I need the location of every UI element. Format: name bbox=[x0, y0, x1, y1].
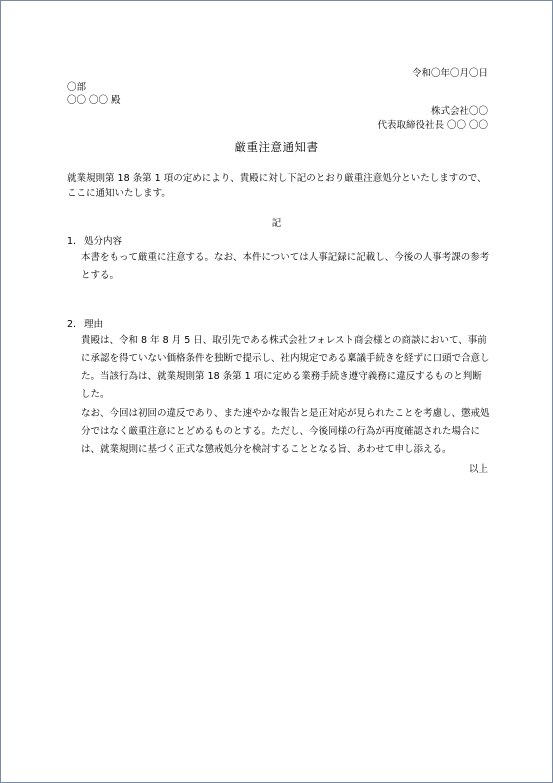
closing-ijo: 以上 bbox=[468, 464, 488, 475]
sender-company: 株式会社〇〇 bbox=[430, 106, 488, 117]
section-title: 処分内容 bbox=[84, 236, 123, 247]
section-heading-disposition bbox=[67, 235, 122, 249]
section-body-reason-paragraph: なお、今回は初回の違反であり、また速やかな報告と是正対応が見られたことを考慮し、懲戒処分ではなく厳重注意にとどめるものとする。ただし、今後同様の行為が再度確認された場合には、就業規則に基づく正式な懲戒処分を検討することとなる旨、あわせて申し添える。 bbox=[81, 408, 490, 456]
section-body-reason-paragraph: 貴殿は、令和 8 年 8 月 5 日、取引先である株式会社フォレスト商会様との商談において、事前に承認を得ていない価格条件を独断で提示し、社内規定である稟議手続きを経ずに口頭で合意した。当該行為は、就業規則第 18 条第 1 項に定める業務手続き遵守義務に違反するものと判断した。 bbox=[81, 335, 490, 401]
intro-paragraph: 就業規則第 18 条第 1 項の定めにより、貴殿に対し下記のとおり厳重注意処分といたしますので、ここに通知いたします。 bbox=[67, 173, 487, 200]
section-body-disposition: 本書をもって厳重に注意する。なお、本件については人事記録に記載し、今後の人事考課の参考とする。 bbox=[81, 252, 490, 281]
section-heading-reason bbox=[67, 318, 103, 332]
section-number: 1. bbox=[67, 236, 77, 247]
recipient-department: 〇部 bbox=[67, 82, 87, 93]
document-title: 厳重注意通知書 bbox=[234, 140, 319, 154]
section-number: 2. bbox=[67, 319, 77, 330]
issue-date: 令和〇年〇月〇日 bbox=[411, 68, 488, 79]
ki-marker: 記 bbox=[271, 218, 282, 229]
sender-representative: 代表取締役社長 〇〇 〇〇 bbox=[377, 120, 488, 131]
section-title: 理由 bbox=[84, 319, 104, 330]
recipient-name: 〇〇 〇〇 殿 bbox=[67, 95, 121, 106]
